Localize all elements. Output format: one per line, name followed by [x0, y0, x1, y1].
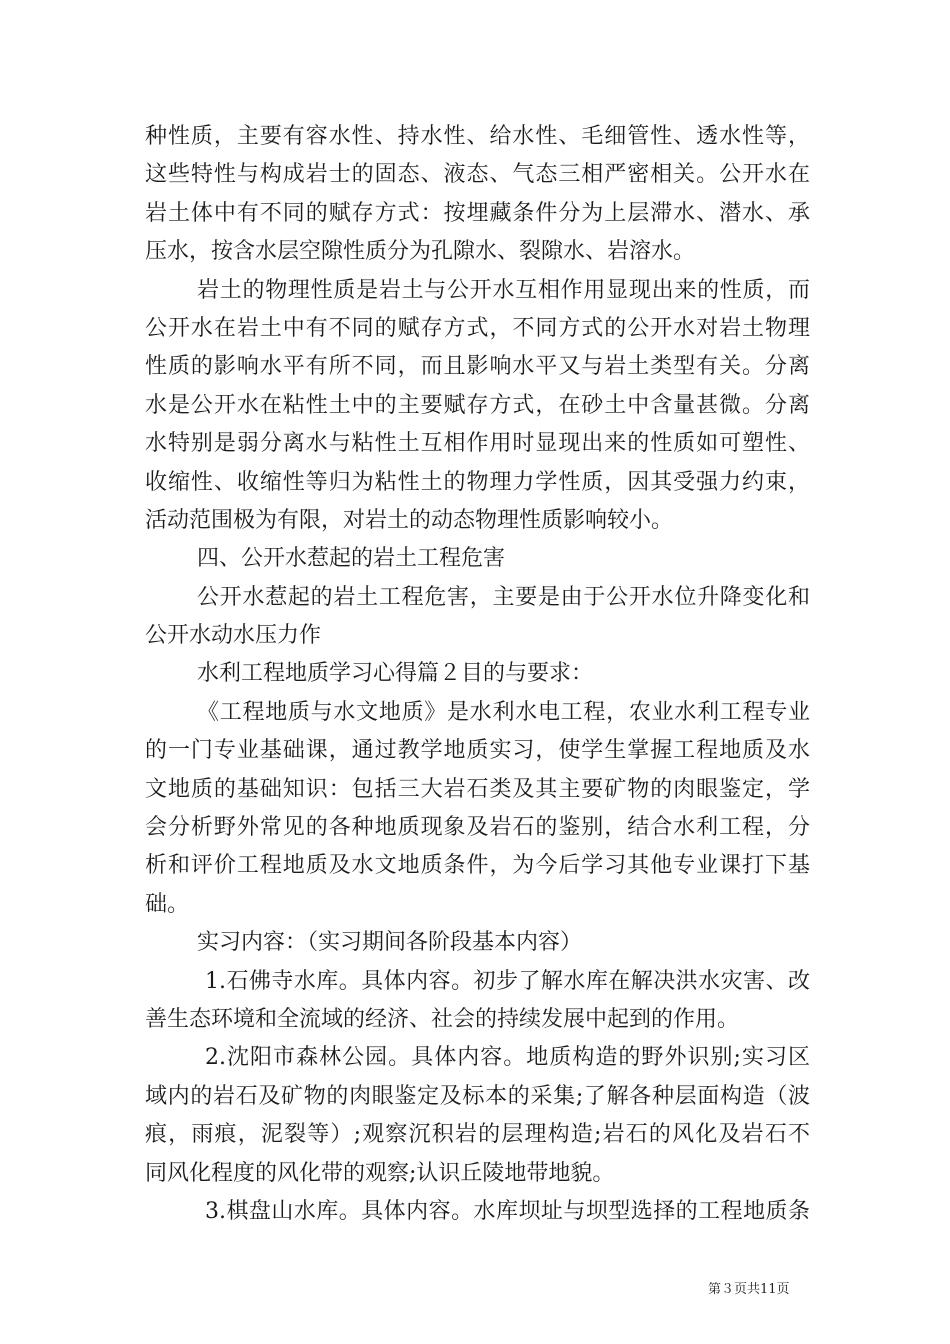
text-line: 础。: [145, 891, 190, 917]
text-line: 水特别是弱分离水与粘性土互相作用时显现出来的性质如可塑性、: [145, 431, 810, 457]
text-line: 同风化程度的风化带的观察;认识丘陵地带地貌。: [145, 1160, 615, 1186]
text-line: 会分析野外常见的各种地质现象及岩石的鉴别，结合水利工程，分: [145, 815, 810, 841]
text-line: 《工程地质与水文地质》是水利水电工程，农业水利工程专业: [197, 699, 810, 725]
text-line: 活动范围极为有限，对岩土的动态物理性质影响较小。: [145, 507, 674, 533]
section-heading: 四、公开水惹起的岩土工程危害: [197, 546, 506, 572]
text-line: 善生态环境和全流域的经济、社会的持续发展中起到的作用。: [145, 1006, 740, 1032]
text-line: 1.石佛寺水库。具体内容。初步了解水库在解决洪水灾害、改: [205, 968, 810, 994]
text-line: 性质的影响水平有所不同，而且影响水平又与岩土类型有关。分离: [145, 354, 810, 380]
text-line: 的一门专业基础课，通过教学地质实习，使学生掌握工程地质及水: [145, 738, 810, 764]
text-line: 这些特性与构成岩士的固态、液态、气态三相严密相关。公开水在: [145, 162, 810, 188]
text-line: 岩土体中有不同的赋存方式：按埋藏条件分为上层滞水、潜水、承: [145, 200, 810, 226]
text-line: 公开水在岩土中有不同的赋存方式，不同方式的公开水对岩土物理: [145, 315, 810, 341]
text-line: 种性质，主要有容水性、持水性、给水性、毛细管性、透水性等，: [145, 124, 810, 149]
text-line: 域内的岩石及矿物的肉眼鉴定及标本的采集;了解各种层面构造（波: [145, 1083, 810, 1109]
text-line: 公开水动水压力作: [145, 623, 322, 649]
document-body: [145, 118, 810, 1231]
text-line: 水利工程地质学习心得篇２目的与要求：: [197, 661, 594, 687]
text-line: 岩土的物理性质是岩土与公开水互相作用显现出来的性质，而: [197, 277, 810, 303]
text-line: 收缩性、收缩性等归为粘性土的物理力学性质，因其受强力约束，: [145, 469, 810, 495]
text-line: 2.沈阳市森林公园。具体内容。地质构造的野外识别;实习区: [205, 1045, 810, 1071]
text-line: 实习内容：（实习期间各阶段基本内容）: [197, 930, 583, 956]
page-number: 第３页共11页: [708, 1282, 790, 1297]
text-line: 公开水惹起的岩土工程危害，主要是由于公开水位升降变化和: [197, 584, 810, 610]
text-line: 水是公开水在粘性土中的主要赋存方式，在砂土中含量甚微。分离: [145, 392, 810, 418]
text-line: 析和评价工程地质及水文地质条件，为今后学习其他专业课打下基: [145, 853, 810, 879]
text-line: 痕，雨痕，泥裂等）;观察沉积岩的层理构造;岩石的风化及岩石不: [145, 1122, 810, 1148]
text-line: 压水，按含水层空隙性质分为孔隙水、裂隙水、岩溶水。: [145, 239, 696, 265]
text-line: 3.棋盘山水库。具体内容。水库坝址与坝型选择的工程地质条: [205, 1198, 810, 1224]
text-line: 文地质的基础知识：包括三大岩石类及其主要矿物的肉眼鉴定，学: [145, 776, 810, 802]
